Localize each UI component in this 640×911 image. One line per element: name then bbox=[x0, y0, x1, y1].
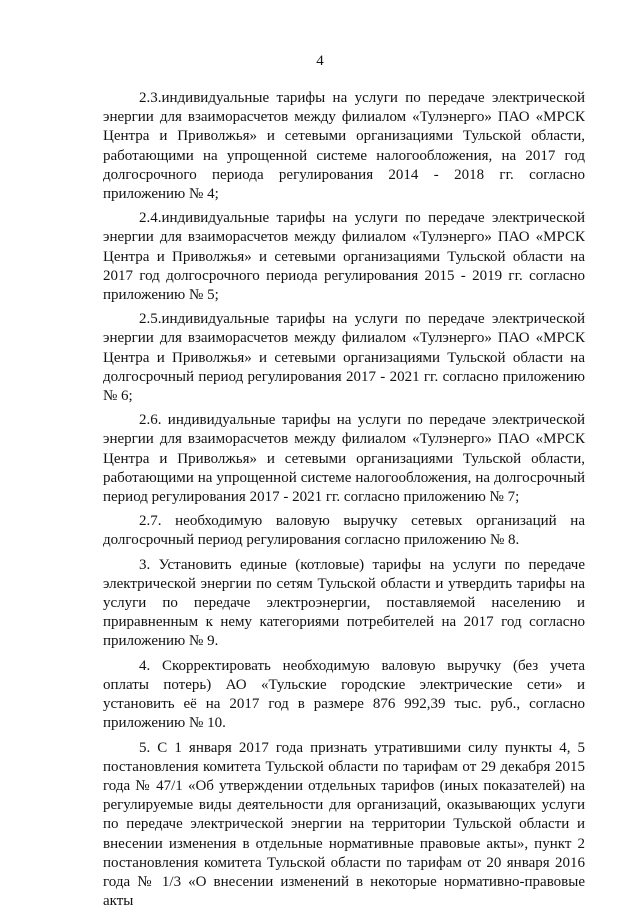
paragraph-4: 4. Скорректировать необходимую валовую выручку (без учета оплаты потерь) АО «Тульские городские электрические сети» и установить её на 2017 год в размере 876 992,39 тыс. руб., согласно приложению № 10. bbox=[103, 657, 585, 734]
paragraph-5: 5. С 1 января 2017 года признать утратившими силу пункты 4, 5 постановления комитета Тульской области по тарифам от 29 декабря 2015 года № 47/1 «Об утверждении отдельных тарифов (иных показателей) на регулируемые виды деятельности для организаций, оказывающих услуги по передаче электрической энергии на территории Тульской области и внесении изменения в отдельные нормативные правовые акты», пункт 2 постановления комитета Тульской области по тарифам от 20 января 2016 года № 1/3 «О внесении изменений в некоторые нормативно-правовые акты bbox=[103, 739, 585, 911]
paragraph-2-5: 2.5.индивидуальные тарифы на услуги по передаче электрической энергии для взаиморасчетов между филиалом «Тулэнерго» ПАО «МРСК Центра и Приволжья» и сетевыми организациями Тульской области на долгосрочный период регулирования 2017 - 2021 гг. согласно приложению № 6; bbox=[103, 310, 585, 406]
paragraph-2-6: 2.6. индивидуальные тарифы на услуги по передаче электрической энергии для взаиморасчетов между филиалом «Тулэнерго» ПАО «МРСК Центра и Приволжья» и сетевыми организациями Тульской области, работающими на упрощенной системе налогообложения, на долгосрочный период регулирования 2017 - 2021 гг. согласно приложению № 7; bbox=[103, 411, 585, 507]
paragraph-2-3: 2.3.индивидуальные тарифы на услуги по передаче электрической энергии для взаиморасчетов между филиалом «Тулэнерго» ПАО «МРСК Центра и Приволжья» и сетевыми организациями Тульской области, работающими на упрощенной системе налогообложения, на 2017 год долгосрочного периода регулирования 2014 - 2018 гг. согласно приложению № 4; bbox=[103, 89, 585, 204]
page-number: 4 bbox=[0, 53, 640, 70]
paragraph-2-7: 2.7. необходимую валовую выручку сетевых организаций на долгосрочный период регулирования согласно приложению № 8. bbox=[103, 512, 585, 550]
paragraph-2-4: 2.4.индивидуальные тарифы на услуги по передаче электрической энергии для взаиморасчетов между филиалом «Тулэнерго» ПАО «МРСК Центра и Приволжья» и сетевыми организациями Тульской области на 2017 год долгосрочного периода регулирования 2015 - 2019 гг. согласно приложению № 5; bbox=[103, 209, 585, 305]
document-body bbox=[103, 89, 585, 911]
paragraph-3: 3. Установить единые (котловые) тарифы на услуги по передаче электрической энергии по сетям Тульской области и утвердить тарифы на услуги по передаче электроэнергии, поставляемой населению и приравненным к нему категориями потребителей на 2017 год согласно приложению № 9. bbox=[103, 556, 585, 652]
